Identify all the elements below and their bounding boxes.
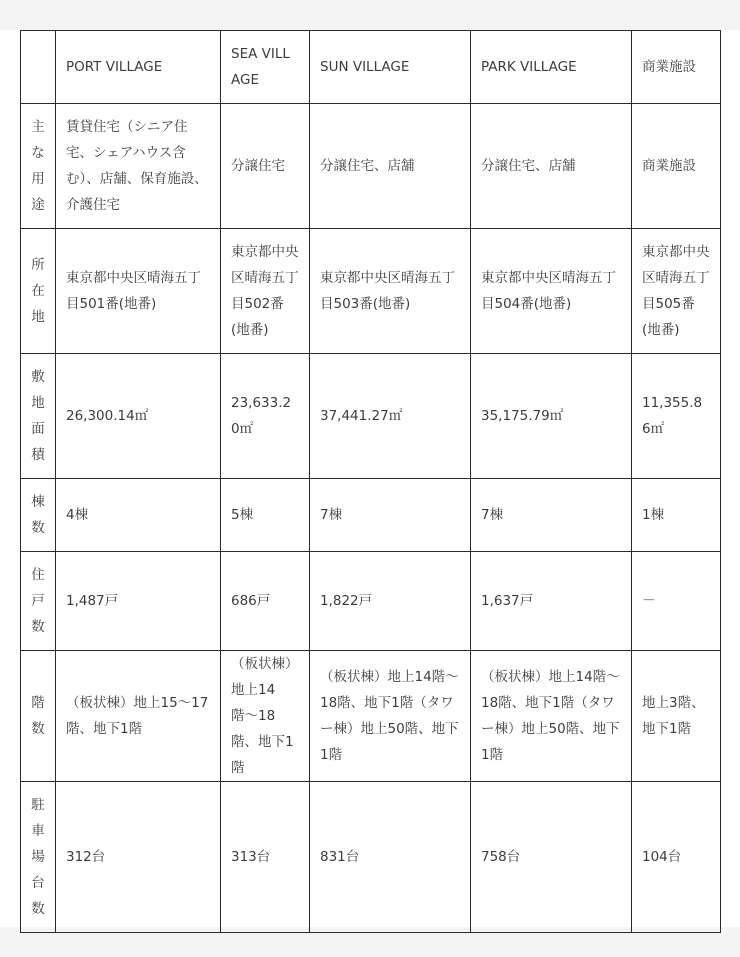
table-cell: － (632, 552, 721, 651)
table-cell: 分譲住宅、店舗 (471, 104, 632, 229)
row-label-usage: 主な用途 (21, 104, 56, 229)
table-row-location (21, 229, 721, 354)
table-cell: （板状棟）地上14階〜18階、地下1階 (221, 651, 310, 782)
table-row-site-area (21, 354, 721, 479)
header-corner-cell (21, 31, 56, 104)
table-cell: 商業施設 (632, 104, 721, 229)
row-label-site-area: 敷地面積 (21, 354, 56, 479)
table-cell: 686戸 (221, 552, 310, 651)
header-sea-village: SEA VILLAGE (221, 31, 310, 104)
table-cell: 東京都中央区晴海五丁目503番(地番) (310, 229, 471, 354)
table-cell: 東京都中央区晴海五丁目502番(地番) (221, 229, 310, 354)
table-cell: 23,633.20㎡ (221, 354, 310, 479)
header-sun-village: SUN VILLAGE (310, 31, 471, 104)
row-label-units: 住戸数 (21, 552, 56, 651)
table-cell: 7棟 (310, 479, 471, 552)
table-cell: 37,441.27㎡ (310, 354, 471, 479)
table-cell: 312台 (56, 782, 221, 933)
row-label-location: 所在地 (21, 229, 56, 354)
table-cell: 7棟 (471, 479, 632, 552)
table-cell: 1棟 (632, 479, 721, 552)
table-row-units (21, 552, 721, 651)
row-label-parking: 駐車場台数 (21, 782, 56, 933)
table-cell: 11,355.86㎡ (632, 354, 721, 479)
table-cell: 1,487戸 (56, 552, 221, 651)
table-cell: （板状棟）地上15〜17階、地下1階 (56, 651, 221, 782)
header-commercial: 商業施設 (632, 31, 721, 104)
table-cell: 831台 (310, 782, 471, 933)
header-row (21, 31, 721, 104)
row-label-buildings: 棟数 (21, 479, 56, 552)
table-row-usage (21, 104, 721, 229)
table-cell: 313台 (221, 782, 310, 933)
table-cell: 104台 (632, 782, 721, 933)
table-cell: （板状棟）地上14階〜18階、地下1階（タワー棟）地上50階、地下1階 (310, 651, 471, 782)
table-cell: 1,822戸 (310, 552, 471, 651)
table-cell: 地上3階、地下1階 (632, 651, 721, 782)
table-cell: 東京都中央区晴海五丁目501番(地番) (56, 229, 221, 354)
table-cell: 東京都中央区晴海五丁目505番(地番) (632, 229, 721, 354)
table-cell: 分譲住宅、店舗 (310, 104, 471, 229)
table-cell: 4棟 (56, 479, 221, 552)
header-port-village: PORT VILLAGE (56, 31, 221, 104)
row-label-floors: 階数 (21, 651, 56, 782)
table-row-parking (21, 782, 721, 933)
table-cell: 758台 (471, 782, 632, 933)
table-cell: 5棟 (221, 479, 310, 552)
page (0, 30, 740, 927)
village-table (20, 30, 721, 933)
header-park-village: PARK VILLAGE (471, 31, 632, 104)
table-cell: 35,175.79㎡ (471, 354, 632, 479)
table-cell: 1,637戸 (471, 552, 632, 651)
table-cell: 賃貸住宅（シニア住宅、シェアハウス含む）、店舗、保育施設、介護住宅 (56, 104, 221, 229)
table-cell: 分譲住宅 (221, 104, 310, 229)
table-row-buildings (21, 479, 721, 552)
table-cell: 東京都中央区晴海五丁目504番(地番) (471, 229, 632, 354)
table-cell: 26,300.14㎡ (56, 354, 221, 479)
table-cell: （板状棟）地上14階〜18階、地下1階（タワー棟）地上50階、地下1階 (471, 651, 632, 782)
table-row-floors (21, 651, 721, 782)
